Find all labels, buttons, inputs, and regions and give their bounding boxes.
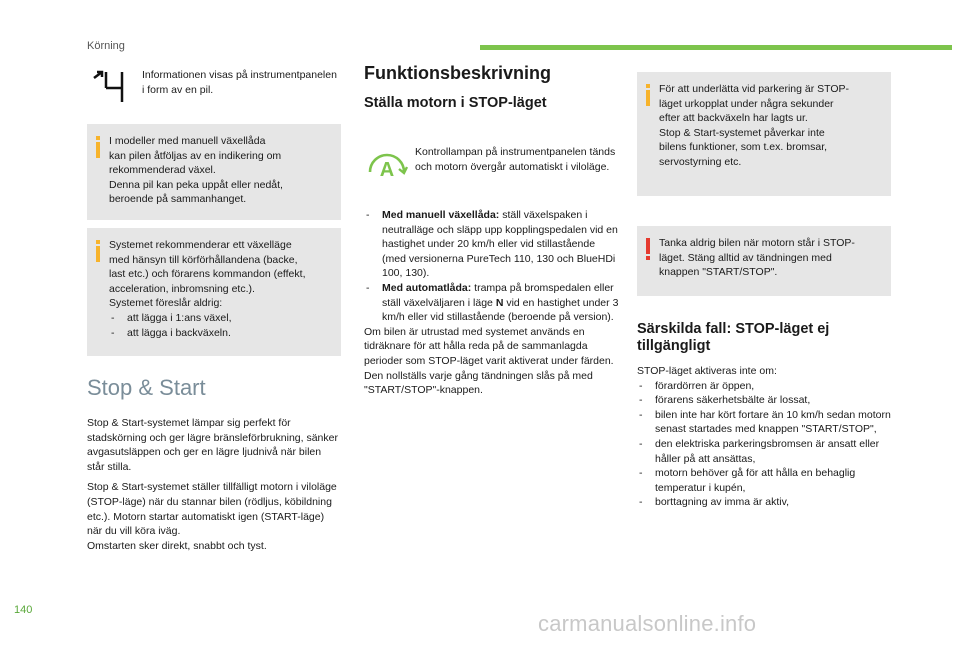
note-line: beroende på sammanhanget. xyxy=(109,193,247,206)
paragraph: Stop & Start-systemet lämpar sig perfekt för stadskörning och ger lägre bränsleförbrukning, sänker avgasutsläppen och ger en lägre ljudnivå när bilen står stilla. xyxy=(87,417,338,473)
subsection-title: Särskilda fall: STOP-läget ej tillgängligt xyxy=(637,321,830,354)
note-line: efter att backväxeln har lagts ur. xyxy=(659,112,808,125)
indicator-text: Kontrollampan på instrumentpanelen tänds och motorn övergår automatiskt i viloläge. xyxy=(415,146,616,173)
note-list xyxy=(109,311,333,340)
list-item-text: trampa på bromspedalen eller ställ växelväljaren i läge xyxy=(382,281,614,309)
list-item-label: Med manuell växellåda: xyxy=(382,209,500,221)
paragraph: Om bilen är utrustad med systemet används en tidräknare för att hålla reda på de sammanlagda perioder som STOP-läget varit aktiverat under färden. Den nollställs varje gång tändningen slås på med "START/STOP"-knappen. xyxy=(364,325,614,397)
list-item-text: vid en hastighet under 3 km/h eller vid stillastående (beroende på version). xyxy=(382,296,619,324)
section-accent-bar xyxy=(480,45,952,50)
list-item: - att lägga i 1:ans växel, xyxy=(109,311,333,326)
note-line: servostyrning etc. xyxy=(659,155,742,168)
paragraph: Omstarten sker direkt, snabbt och tyst. xyxy=(87,539,267,552)
note-line: acceleration, inbromsning etc.). xyxy=(109,282,255,295)
special-cases-list xyxy=(637,379,897,510)
function-list xyxy=(364,208,620,325)
function-body xyxy=(364,208,620,398)
list-item: - borttagning av imma är aktiv, xyxy=(637,495,897,510)
note-manual-gearbox xyxy=(87,124,341,220)
note-line: Denna pil kan peka uppåt eller nedåt, xyxy=(109,178,283,191)
paragraph: Stop & Start-systemet ställer tillfälligt motorn i viloläge (STOP-läge) när du stannar bilen (rödljus, köbildning etc.). Motorn startar automatiskt igen (START-läge) när du vill köra iväg. xyxy=(87,481,337,538)
note-line: I modeller med manuell växellåda xyxy=(109,135,266,147)
page-title: Funktionsbeskrivning xyxy=(364,63,552,83)
watermark: carmanualsonline.info xyxy=(538,611,757,636)
info-marker-icon xyxy=(646,84,650,106)
list-item: - motorn behöver gå för att hålla en behaglig temperatur i kupén, xyxy=(637,466,897,495)
note-line: Systemet föreslår aldrig: xyxy=(109,297,223,310)
note-line: rekommenderad växel. xyxy=(109,164,216,177)
warning-marker-icon xyxy=(646,238,650,260)
note-gear-recommendation xyxy=(87,228,341,356)
section-title-stop-start: Stop & Start xyxy=(87,375,206,400)
warning-line: Tanka aldrig bilen när motorn står i STOP- xyxy=(659,237,855,249)
special-cases-body xyxy=(637,364,897,510)
note-line: För att underlätta vid parkering är STOP- xyxy=(659,83,850,95)
list-item: - att lägga i backväxeln. xyxy=(109,326,333,341)
section-label: Körning xyxy=(87,40,125,52)
note-line: kan pilen åtföljas av en indikering om xyxy=(109,149,282,162)
note-line: läget urkopplat under några sekunder xyxy=(659,97,834,110)
list-item-label: Med automatlåda: xyxy=(382,281,472,294)
list-item: - förarens säkerhetsbälte är lossat, xyxy=(637,393,897,408)
info-marker-icon xyxy=(96,240,100,262)
list-item xyxy=(364,208,620,281)
auto-stop-a-icon xyxy=(366,150,408,180)
stop-start-body xyxy=(87,416,341,553)
warning-refuel xyxy=(637,226,891,296)
warning-line: läget. Stäng alltid av tändningen med xyxy=(659,251,832,264)
note-line: last etc.) och förarens kommandon (effekt, xyxy=(109,268,306,281)
gear-shift-arrow-icon xyxy=(86,66,136,106)
info-marker-icon xyxy=(96,136,100,158)
note-line: bilens funktioner, som t.ex. bromsar, xyxy=(659,141,828,154)
list-item: - förardörren är öppen, xyxy=(637,379,897,394)
paragraph: STOP-läget aktiveras inte om: xyxy=(637,365,777,377)
gear-letter: N xyxy=(495,296,504,309)
list-item: - bilen inte har kört fortare än 10 km/h sedan motorn senast startades med knappen "START/STOP", xyxy=(637,408,897,437)
note-line: med hänsyn till körförhållandena (backe, xyxy=(109,253,298,266)
list-item: - den elektriska parkeringsbromsen är ansatt eller håller på att ansättas, xyxy=(637,437,897,466)
list-item xyxy=(364,281,620,325)
svg-text:A: A xyxy=(379,159,395,180)
page-number: 140 xyxy=(14,604,33,616)
warning-line: knappen "START/STOP". xyxy=(659,266,778,279)
note-line: Stop & Start-systemet påverkar inte xyxy=(659,126,825,139)
subsection-title: Ställa motorn i STOP-läget xyxy=(364,95,547,111)
info-text: Informationen visas på instrumentpanelen i form av en pil. xyxy=(142,69,337,96)
note-line: Systemet rekommenderar ett växelläge xyxy=(109,239,292,251)
note-parking xyxy=(637,72,891,196)
list-item-text: ställ växelspaken i neutralläge och släpp upp kopplingspedalen vid en hastighet under 20 km/h eller vid stillastående (med versionerna PureTech 110, 130 och BlueHDi 100, 130). xyxy=(382,209,618,280)
